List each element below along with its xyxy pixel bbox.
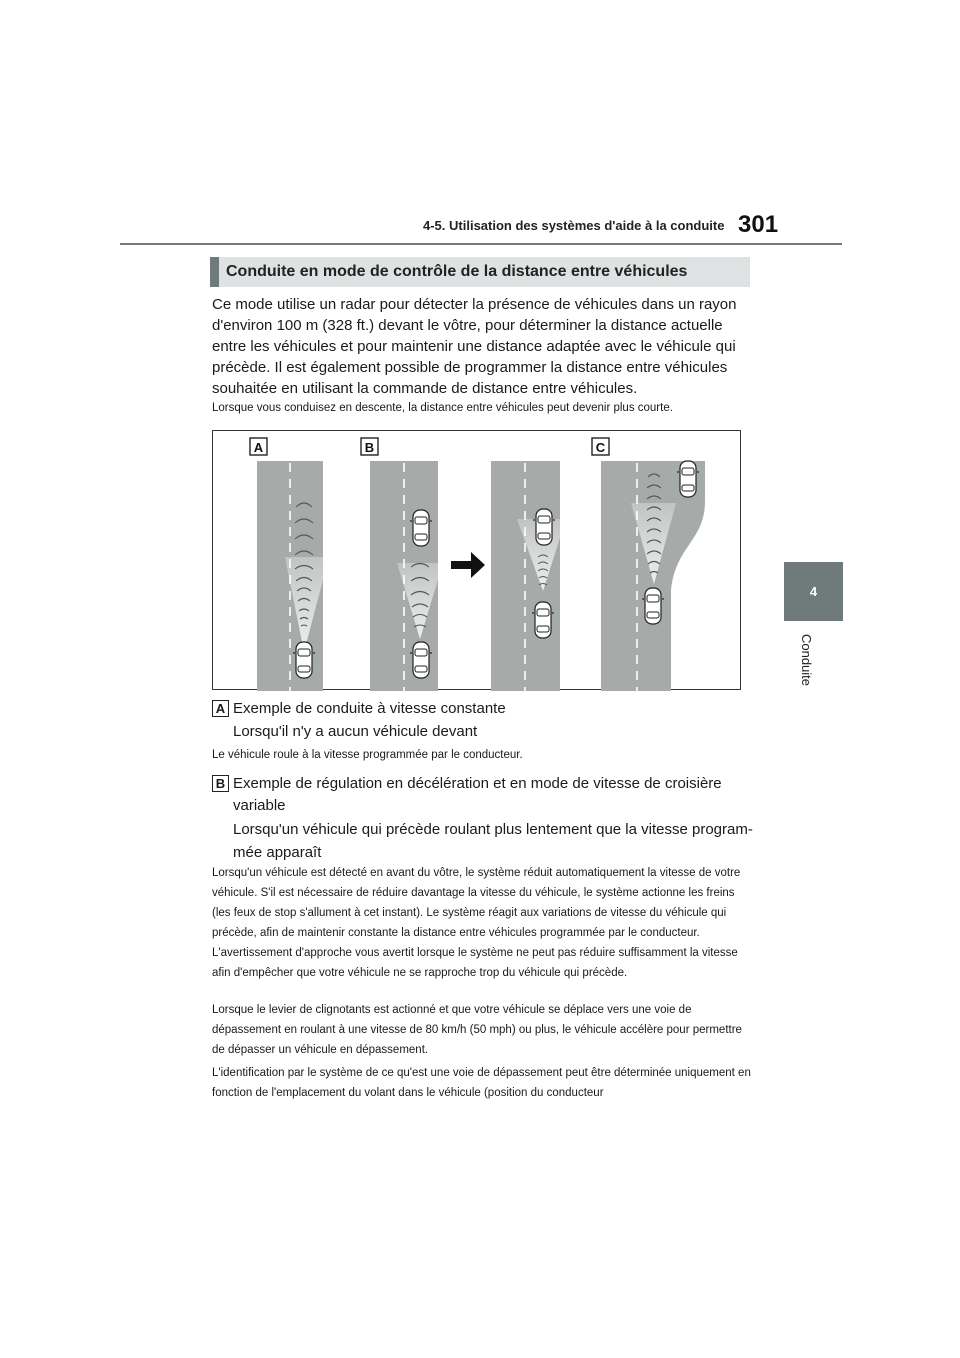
chapter-number: 4 (809, 584, 818, 599)
car-own-a (293, 642, 315, 678)
car-own-b2 (532, 602, 554, 638)
figure-label-b (361, 438, 378, 455)
item-b-note-1: Lorsqu'un véhicule est détecté en avant du vôtre, le système réduit automatiquement la vitesse de votre véhicule. S'il est nécessaire de réduire davantage la vitesse du véhicule, le système actionne les freins (les feux de stop s'allument à cet instant). Le système réagit aux variations de vitesse du véhicule qui précède, afin de maintenir constante la distance entre véhicules programmée par le conducteur. L'avertissement d'approche vous avertit lorsque le système ne peut pas réduire suffisamment la vitesse afin d'empêcher que votre véhicule ne se rapproche trop du véhicule qui précède. (212, 867, 741, 979)
car-own-c (642, 588, 664, 624)
figure-label-a (250, 438, 267, 455)
running-header-section: 4-5. Utilisation des systèmes d'aide à la conduite (423, 218, 725, 233)
item-key-a: A (212, 700, 229, 717)
item-b-note-3: L'identification par le système de ce qu'est une voie de dépassement peut être déterminée uniquement en fonction de l'emplacement du volant dans le véhicule (position du conducteur (212, 1067, 751, 1099)
item-b-subtitle-line2: mée apparaît (233, 844, 322, 861)
chapter-tab (784, 562, 843, 621)
item-b-subtitle-line1: Lorsqu'un véhicule qui précède roulant plus lentement que la vitesse program- (233, 821, 753, 838)
section-title: Conduite en mode de contrôle de la distance entre véhicules (226, 263, 688, 280)
header-rule (120, 243, 842, 245)
descent-note: Lorsque vous conduisez en descente, la distance entre véhicules peut devenir plus courte. (212, 402, 673, 414)
car-ahead-b (410, 510, 432, 546)
item-key-b: B (212, 775, 229, 792)
page-number: 301 (738, 211, 779, 238)
car-own-b (410, 642, 432, 678)
section-title-box (210, 257, 750, 287)
item-b-note-2: Lorsque le levier de clignotants est actionné et que votre véhicule se déplace vers une voie de dépassement en roulant à une vitesse de 80 km/h (50 mph) ou plus, le véhicule accélère pour permettre de dépasser un véhicule en dépassement. (212, 1004, 742, 1056)
car-other-c (677, 461, 699, 497)
intro-paragraph: Ce mode utilise un radar pour détecter la présence de véhicules dans un rayon d'environ 100 m (328 ft.) devant le vôtre, pour déterminer la distance actuelle entre les véhicules et pour maintenir une distance adaptée avec le véhicule qui précède. Il est également possible de programmer la distance entre véhicules souhaitée en utilisant la commande de distance entre véhicules. (212, 296, 737, 397)
item-a-note: Le véhicule roule à la vitesse programmée par le conducteur. (212, 749, 523, 761)
item-b-title-line2: variable (233, 797, 286, 814)
figure-illustration (213, 431, 742, 691)
item-a-title: Exemple de conduite à vitesse constante (233, 700, 506, 717)
car-ahead-b2 (533, 509, 555, 545)
item-a-subtitle: Lorsqu'il n'y a aucun véhicule devant (233, 723, 478, 740)
svg-text:C: C (595, 440, 606, 455)
distance-control-figure (212, 430, 741, 690)
svg-text:B: B (364, 440, 375, 455)
figure-label-c (592, 438, 609, 455)
svg-text:A: A (253, 440, 264, 455)
transition-arrow (451, 552, 485, 578)
item-b-title-line1: Exemple de régulation en décélération et en mode de vitesse de croisière (233, 775, 722, 792)
chapter-label: Conduite (799, 633, 814, 687)
